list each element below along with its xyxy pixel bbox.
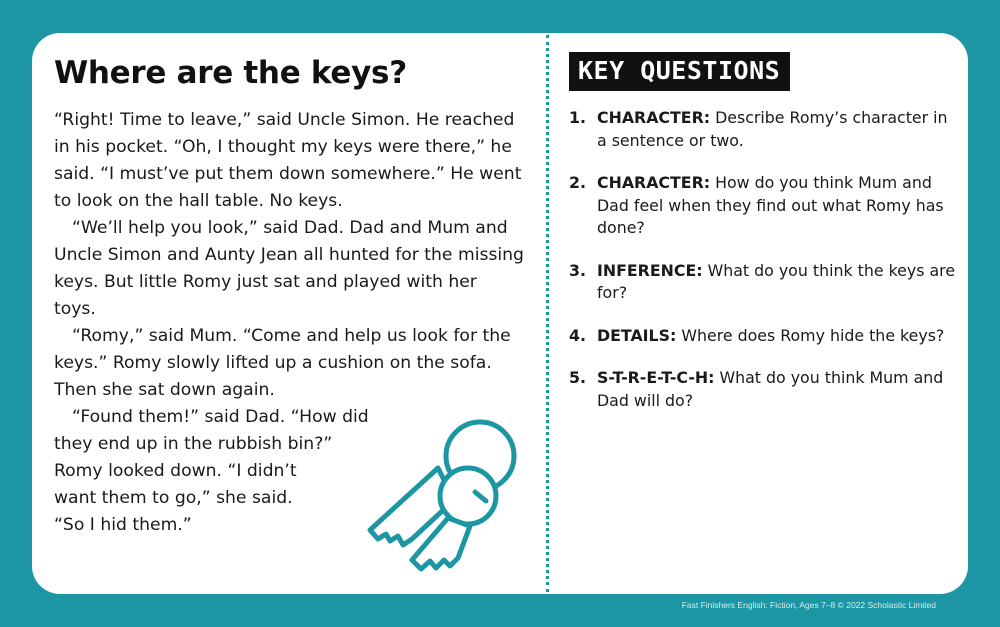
question-text: Describe Romy’s character in a sentence or two. xyxy=(597,108,948,150)
question-item-1 xyxy=(569,107,959,152)
question-label: S-T-R-E-T-C-H: xyxy=(597,368,715,387)
question-label: DETAILS: xyxy=(597,325,677,345)
story-card xyxy=(32,33,968,594)
question-number: 4. xyxy=(569,325,586,345)
question-label: CHARACTER: xyxy=(597,108,711,127)
story-paragraph-3: “Romy,” said Mum. “Come and help us look for the keys.” Romy slowly lifted up a cushion on the sofa. Then she sat down again. xyxy=(54,326,511,400)
question-number: 3. xyxy=(569,260,586,280)
key-questions-heading: KEY QUESTIONS xyxy=(569,52,790,91)
page-title: Where are the keys? xyxy=(54,55,407,91)
question-text: What do you think the keys are for? xyxy=(597,260,956,302)
question-number: 5. xyxy=(569,368,586,387)
question-item-3 xyxy=(569,260,959,305)
story-paragraph-1: “Right! Time to leave,” said Uncle Simon. He reached in his pocket. “Oh, I thought my keys were there,” he said. “I must’ve put them down somewhere.” He went to look on the hall table. No keys. xyxy=(54,110,522,211)
story-line-8: “So I hid them.” xyxy=(54,515,192,535)
story-line-6: Romy looked down. “I didn’t xyxy=(54,461,297,481)
questions-list xyxy=(569,107,959,412)
story-line-5: they end up in the rubbish bin?” xyxy=(54,434,333,454)
key-questions-section xyxy=(569,52,959,432)
question-item-5 xyxy=(569,367,959,412)
question-text: What do you think Mum and Dad will do? xyxy=(597,368,944,410)
question-item-4 xyxy=(569,325,959,348)
story-paragraph-2: “We’ll help you look,” said Dad. Dad and Mum and Uncle Simon and Aunty Jean all hunted for the missing keys. But little Romy just sat and played with her toys. xyxy=(54,218,524,319)
copyright-footer: Fast Finishers English: Fiction, Ages 7–8 © 2022 Scholastic Limited xyxy=(681,600,936,610)
section-divider xyxy=(546,35,549,592)
question-text: How do you think Mum and Dad feel when they find out what Romy has done? xyxy=(597,173,944,237)
question-label: CHARACTER: xyxy=(597,173,711,192)
question-number: 1. xyxy=(569,108,586,127)
question-number: 2. xyxy=(569,173,586,192)
question-item-2 xyxy=(569,172,959,240)
question-text: Where does Romy hide the keys? xyxy=(676,325,945,345)
story-line-4: “Found them!” said Dad. “How did xyxy=(72,407,369,427)
keys-icon xyxy=(350,408,560,582)
question-label: INFERENCE: xyxy=(597,260,703,280)
story-line-7: want them to go,” she said. xyxy=(54,488,293,508)
